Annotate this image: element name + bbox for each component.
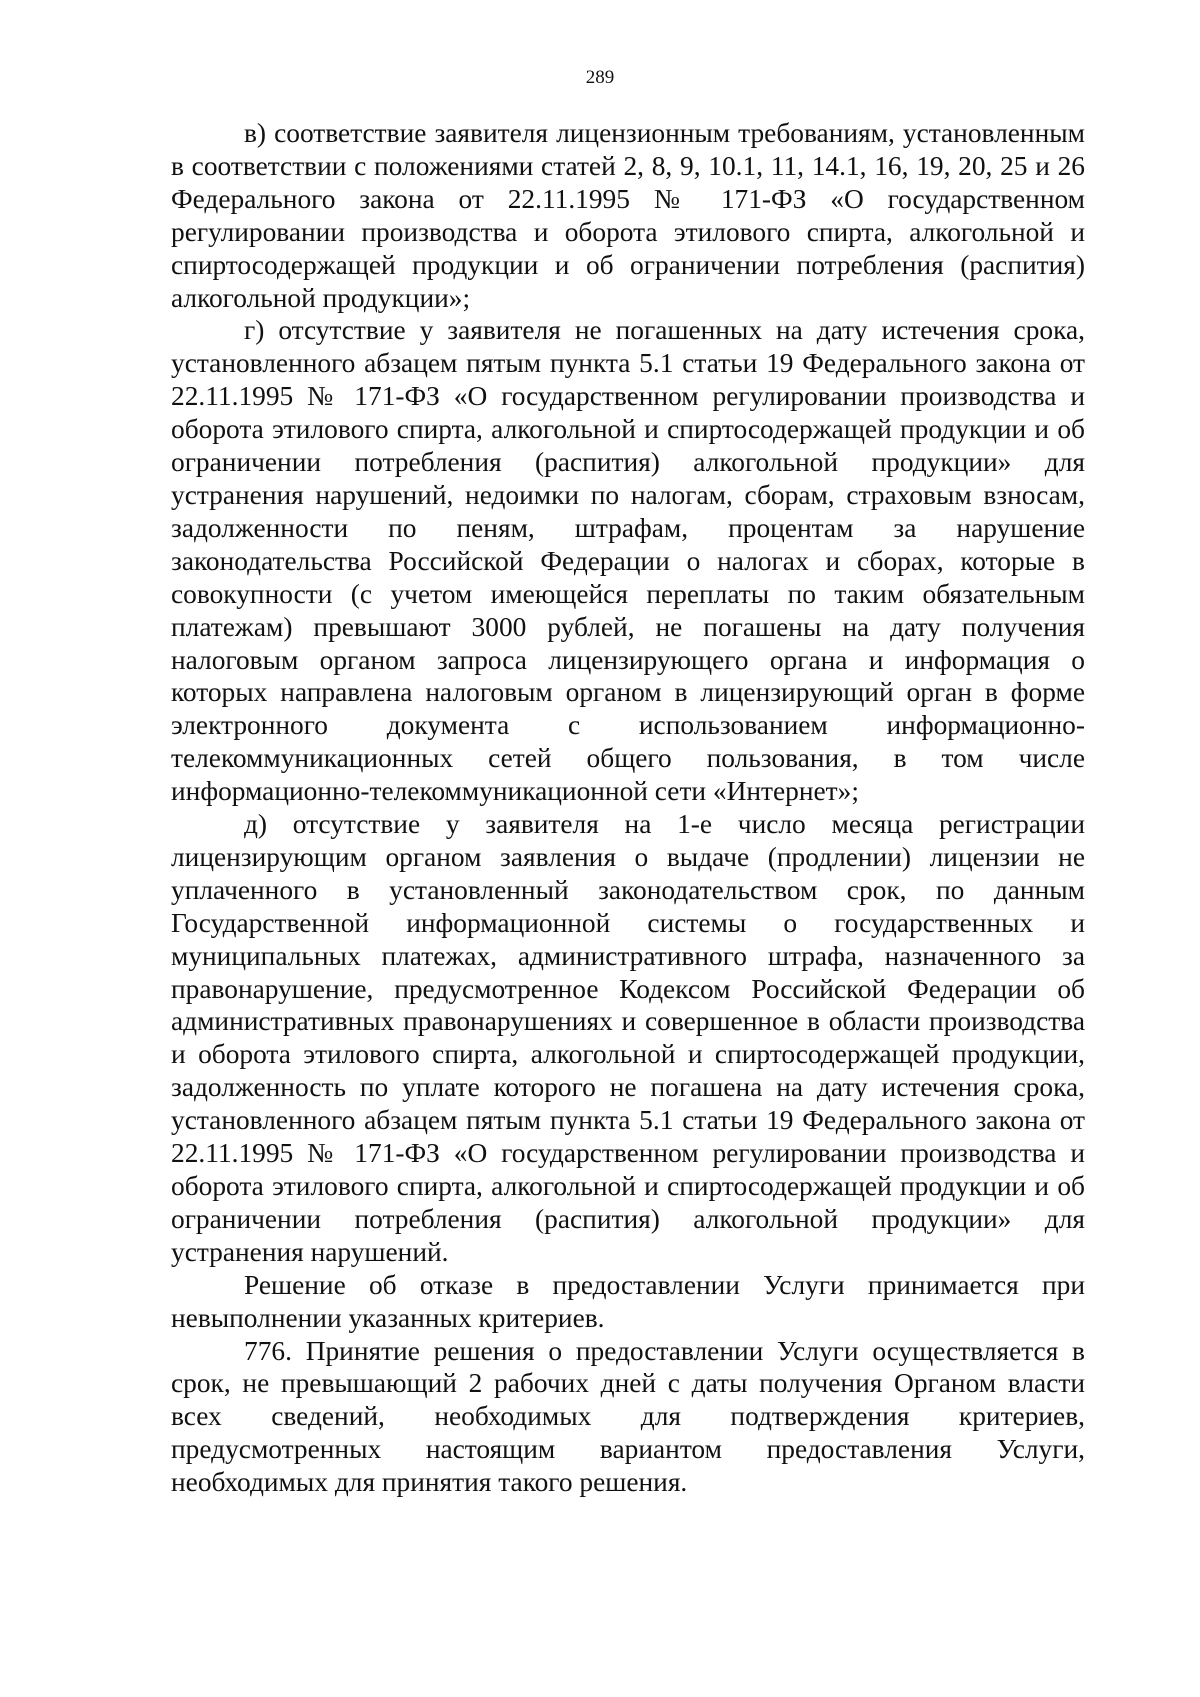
document-body bbox=[171, 117, 1085, 1499]
page-number: 289 bbox=[585, 67, 615, 88]
paragraph-item-v: в) соответствие заявителя лицензионным требованиям, установленным в соответствии с положениями статей 2, 8, 9, 10.1, 11, 14.1, 16, 19, 20, 25 и 26 Федерального закона от 22.11.1995 № 171-ФЗ «О государственном регулировании производства и оборота этилового спирта, алкогольной и спиртосодержащей продукции и об ограничении потребления (распития) алкогольной продукции»; bbox=[171, 118, 1085, 313]
paragraph-item-g: г) отсутствие у заявителя не погашенных на дату истечения срока, установленного абзацем пятым пункта 5.1 статьи 19 Федерального закона от 22.11.1995 № 171-ФЗ «О государственном регулировании производства и оборота этилового спирта, алкогольной и спиртосодержащей продукции и об ограничении потребления (распития) алкогольной продукции» для устранения нарушений, недоимки по налогам, сборам, страховым взносам, задолженности по пеням, штрафам, процентам за нарушение законодательства Российской Федерации о налогах и сборах, которые в совокупности (с учетом имеющейся переплаты по таким обязательным платежам) превышают 3000 рублей, не погашены на дату получения налоговым органом запроса лицензирующего органа и информация о которых направлена налоговым органом в лицензирующий орган в форме электронного документа с использованием информационно-телекоммуникационных сетей общего пользования, в том числе информационно-телекоммуникационной сети «Интернет»; bbox=[171, 315, 1085, 807]
paragraph-item-d: д) отсутствие у заявителя на 1-е число месяца регистрации лицензирующим органом заявления о выдаче (продлении) лицензии не уплаченного в установленный законодательством срок, по данным Государственной информационной системы о государственных и муниципальных платежах, административного штрафа, назначенного за правонарушение, предусмотренное Кодексом Российской Федерации об административных правонарушениях и совершенное в области производства и оборота этилового спирта, алкогольной и спиртосодержащей продукции, задолженность по уплате которого не погашена на дату истечения срока, установленного абзацем пятым пункта 5.1 статьи 19 Федерального закона от 22.11.1995 № 171-ФЗ «О государственном регулировании производства и оборота этилового спирта, алкогольной и спиртосодержащей продукции и об ограничении потребления (распития) алкогольной продукции» для устранения нарушений. bbox=[171, 809, 1085, 1267]
paragraph-refusal-decision: Решение об отказе в предоставлении Услуги принимается при невыполнении указанных критериев. bbox=[171, 1269, 1085, 1333]
paragraph-776: 776. Принятие решения о предоставлении Услуги осуществляется в срок, не превышающий 2 рабочих дней с даты получения Органом власти всех сведений, необходимых для подтверждения критериев, предусмотренных настоящим вариантом предоставления Услуги, необходимых для принятия такого решения. bbox=[171, 1335, 1085, 1498]
